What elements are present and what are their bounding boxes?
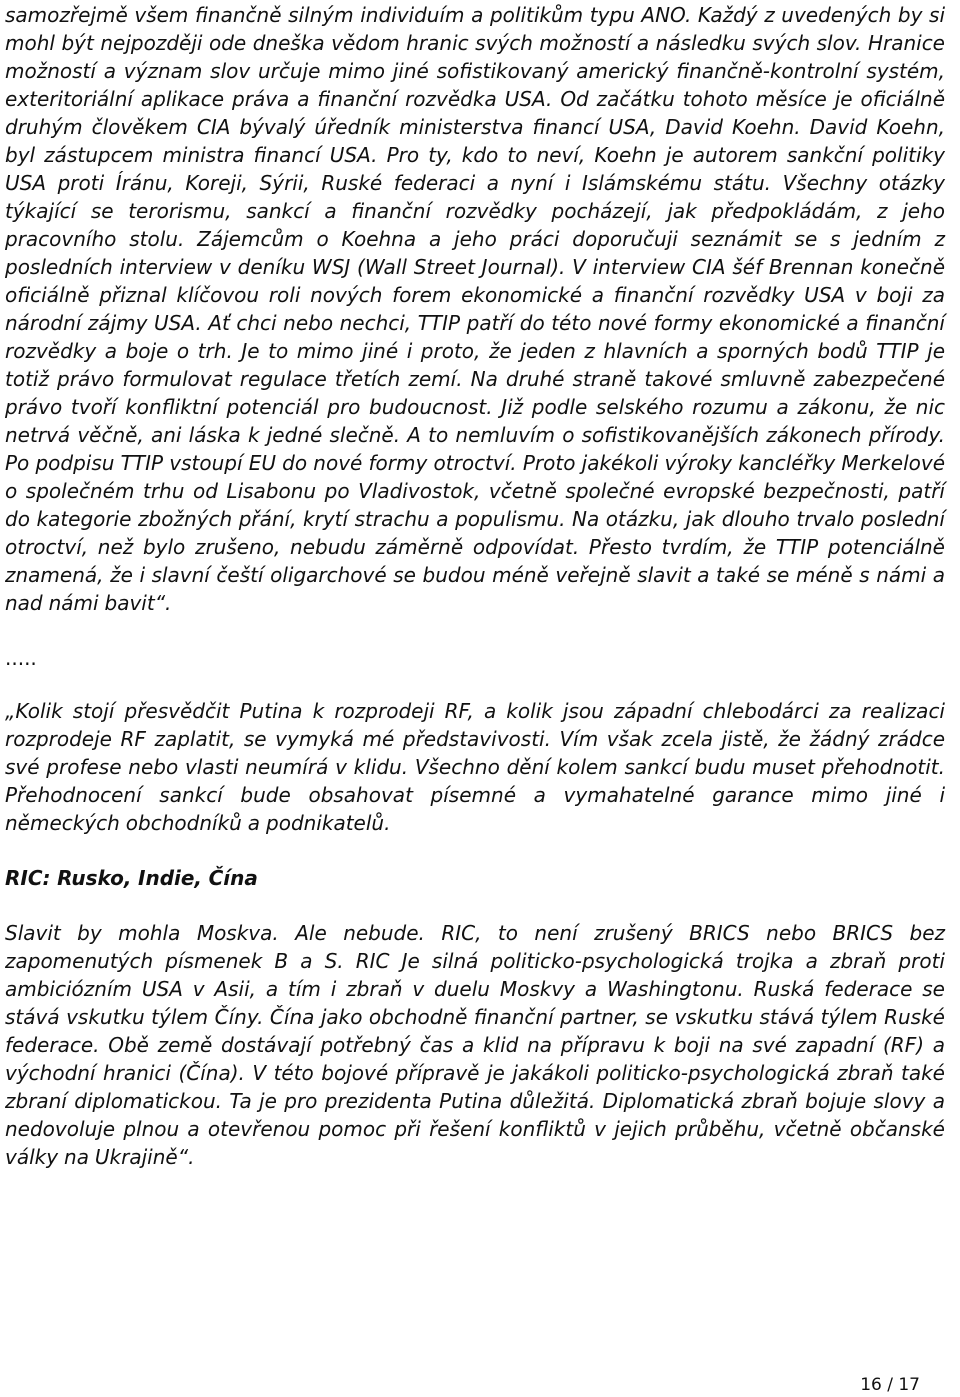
paragraph-body-text-continued: Pro ty, kdo to neví, Koehn je autorem sankční politiky USA proti Íránu, Koreji, Sýrii, Ruské federaci a nyní i Islámskému státu. Všechny otázky týkající se terorismu, sankcí a finanční rozvědky pocházejí, jak předpokládám, z jeho pracovního stolu. Zájemcům o Koehna a jeho práci doporučuji seznámit se s jedním z posledních interview v deníku WSJ (Wall Street Journal). V interview CIA šéf Brennan konečně oficiálně přiznal klíčovou roli nových forem ekonomické a finanční rozvědky USA v boji za národní zájmy USA. Ať chci nebo nechci, TTIP patří do této nové formy ekonomické a finanční rozvědky a boje o trh. Je to mimo jiné i proto, že jeden z hlavních a sporných bodů TTIP je totiž právo formulovat regulace třetích zemí. Na druhé straně takové smluvně zabezpečené právo tvoří konfliktní potenciál pro budoucnost. Již podle selského rozumu a zákonu, že nic netrvá věčně, ani láska k jedné slečně. A to nemluvím o sofistikovanějších zákonech přírody. Po podpisu TTIP vstoupí EU do nové formy otroctví. Proto jakékoli výroky kancléřky Merkelové o společném trhu od Lisabonu po Vladivostok, včetně společné evropské bezpečnosti, patří do kategorie zbožných přání, krytí strachu a populismu. Na otázku, jak dlouho trvalo poslední otroctví, než bylo zrušeno, nebudu záměrně odpovídat. Přesto tvrdím, že TTIP potenciálně znamená, že i slavní čeští oligarchové se budou méně veřejně slavit a také se méně s námi a nad námi bavit“. — [5, 143, 945, 615]
paragraph-ric: Slavit by mohla Moskva. Ale nebude. RIC, to není zrušený BRICS nebo BRICS bez zapomenutých písmenek B a S. RIC Je silná politicko-psychologická trojka a zbraň proti ambiciózním USA v Asii, a tím i zbraň v duelu Moskvy a Washingtonu. Ruská federace se stává vskutku týlem Číny. Čína jako obchodně finanční partner, se vskutku stává týlem Ruské federace. Obě země dostávají potřebný čas a klid na přípravu k boji na své zapadní (RF) a východní hranici (Čína). V této bojové přípravě je jakákoli politicko-psychologická zbraň také zbraní diplomatickou. Ta je pro prezidenta Putina důležitá. Diplomatická zbraň bojuje slovy a nedovoluje plnou a otevřenou pomoc při řešení konfliktů v jejich průběhu, včetně občanské války na Ukrajině“. — [5, 921, 945, 1169]
page-number: 16 / 17 — [860, 1375, 920, 1395]
paragraph-lead-text: samozřejmě všem finančně silným individuím a politikům typu ANO. Každý z uvedených by si mohl být nejpozději ode dneška vědom hranic svých možností a následku svých slov. — [5, 3, 945, 55]
document-page — [5, 0, 945, 1171]
paragraph-body-text: Hranice možností a význam slov určuje mimo jiné sofistikovaný americký finančně-kontrolní systém, exteritoriální aplikace práva a finanční rozvědka USA. Od začátku tohoto měsíce je oficiálně druhým člověkem CIA bývalý úředník ministerstva financí USA, David Koehn. David Koehn, byl zástupcem ministra financí USA. — [5, 31, 945, 167]
paragraph-quote: „Kolik stojí přesvědčit Putina k rozprodeji RF, a kolik jsou západní chlebodárci za realizaci rozprodeje RF zaplatit, se vymyká mé představivosti. Vím však zcela jistě, že žádný zrádce své profese nebo vlasti neumírá v klidu. Všechno dění kolem sankcí budu muset přehodnotit. Přehodnocení sankcí bude obsahovat písemné a vymahatelné garance mimo jiné i německých obchodníků a podnikatelů. — [5, 699, 945, 835]
paragraph-quote-continuation — [5, 1, 945, 617]
ellipsis-separator: ..... — [5, 646, 37, 670]
section-heading: RIC: Rusko, Indie, Čína — [5, 866, 258, 890]
